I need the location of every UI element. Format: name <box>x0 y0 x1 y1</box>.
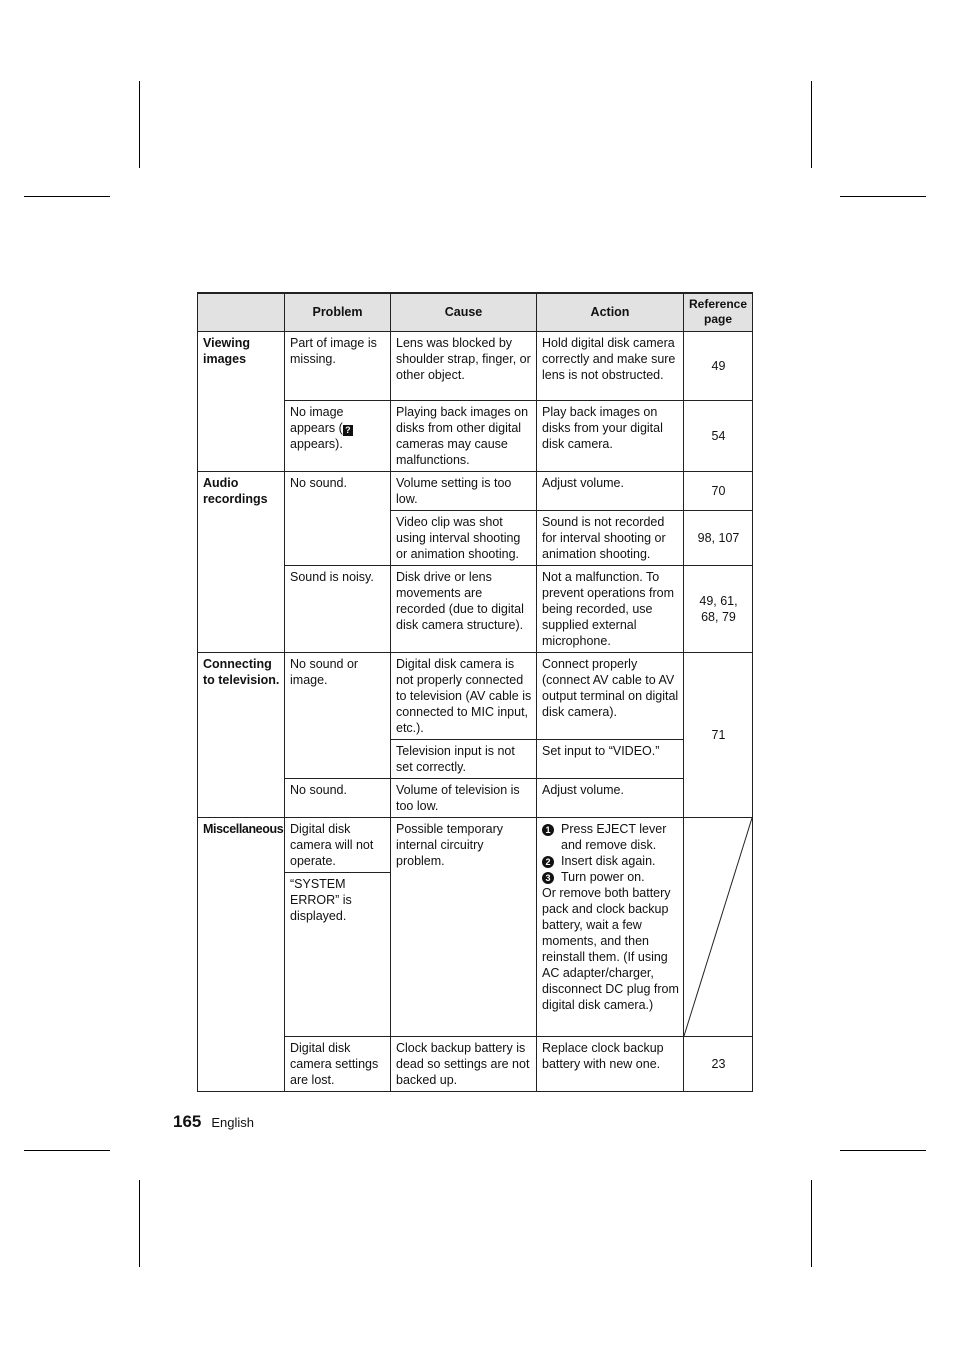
reference-cell: 71 <box>684 652 753 817</box>
action-cell <box>537 817 684 1036</box>
action-cell: Not a malfunction. To prevent operations from being recorded, use supplied external microphone. <box>537 565 684 652</box>
language-label: English <box>211 1115 255 1130</box>
crop-mark <box>811 81 812 168</box>
header-action: Action <box>537 293 684 331</box>
step-number-icon: 1 <box>542 824 554 836</box>
step-text: Insert disk again. <box>561 853 656 868</box>
cause-cell: Volume of television is too low. <box>391 778 537 817</box>
action-cell: Connect properly (connect AV cable to AV output terminal on digital disk camera). <box>537 652 684 739</box>
crop-mark <box>24 196 110 197</box>
header-reference: Reference page <box>684 293 753 331</box>
reference-cell: 54 <box>684 400 753 471</box>
problem-cell: Part of image is missing. <box>285 331 391 400</box>
cause-cell: Digital disk camera is not properly connected to television (AV cable is connected to MIC input, etc.). <box>391 652 537 739</box>
reference-cell-empty <box>684 817 753 1036</box>
reference-cell: 49 <box>684 331 753 400</box>
page-footer <box>173 1112 254 1132</box>
category-audio-recordings: Audio recordings <box>198 471 285 652</box>
problem-cell: “SYSTEM ERROR” is displayed. <box>285 872 391 1036</box>
table-row <box>198 331 753 400</box>
cause-cell: Video clip was shot using interval shooting or animation shooting. <box>391 510 537 565</box>
question-mark-icon: ? <box>343 425 353 436</box>
problem-cell <box>285 400 391 471</box>
reference-cell: 49, 61, 68, 79 <box>684 565 753 652</box>
cause-cell: Playing back images on disks from other digital cameras may cause malfunctions. <box>391 400 537 471</box>
crop-mark <box>840 1150 926 1151</box>
problem-cell: No sound or image. <box>285 652 391 778</box>
cause-cell: Lens was blocked by shoulder strap, finger, or other object. <box>391 331 537 400</box>
reference-cell: 98, 107 <box>684 510 753 565</box>
problem-cell: No sound. <box>285 778 391 817</box>
category-miscellaneous: Miscellaneous <box>198 817 285 1091</box>
cause-cell: Disk drive or lens movements are recorded (due to digital disk camera structure). <box>391 565 537 652</box>
action-cell: Hold digital disk camera correctly and make sure lens is not obstructed. <box>537 331 684 400</box>
action-step <box>542 853 679 869</box>
header-problem: Problem <box>285 293 391 331</box>
action-cell: Set input to “VIDEO.” <box>537 739 684 778</box>
action-cell: Play back images on disks from your digital disk camera. <box>537 400 684 471</box>
cause-cell: Clock backup battery is dead so settings are not backed up. <box>391 1036 537 1091</box>
action-more-text: Or remove both battery pack and clock backup battery, wait a few moments, and then reinstall them. (If using AC adapter/charger, disconnect DC plug from digital disk camera.) <box>542 885 679 1012</box>
problem-cell: Digital disk camera will not operate. <box>285 817 391 872</box>
action-step <box>542 821 679 853</box>
table-header-row <box>198 293 753 331</box>
category-viewing-images: Viewing images <box>198 331 285 471</box>
diagonal-slash <box>684 818 752 1036</box>
problem-cell: No sound. <box>285 471 391 565</box>
crop-mark <box>139 81 140 168</box>
category-connecting-to-television: Connecting to television. <box>198 652 285 817</box>
crop-mark <box>840 196 926 197</box>
reference-cell: 23 <box>684 1036 753 1091</box>
cause-cell: Possible temporary internal circuitry problem. <box>391 817 537 1036</box>
page-number: 165 <box>173 1112 202 1131</box>
problem-cell: Sound is noisy. <box>285 565 391 652</box>
cause-cell: Television input is not set correctly. <box>391 739 537 778</box>
troubleshooting-table <box>197 292 753 1092</box>
cause-cell: Volume setting is too low. <box>391 471 537 510</box>
step-text: Turn power on. <box>561 869 645 884</box>
reference-cell: 70 <box>684 471 753 510</box>
table-row <box>198 817 753 872</box>
problem-text: appears). <box>290 436 343 451</box>
table-row <box>198 471 753 510</box>
header-category <box>198 293 285 331</box>
header-cause: Cause <box>391 293 537 331</box>
step-number-icon: 3 <box>542 872 554 884</box>
step-text: Press EJECT lever and remove disk. <box>561 821 667 852</box>
crop-mark <box>24 1150 110 1151</box>
step-number-icon: 2 <box>542 856 554 868</box>
action-step <box>542 869 679 885</box>
problem-text: No image appears ( <box>290 404 344 435</box>
crop-mark <box>811 1180 812 1267</box>
crop-mark <box>139 1180 140 1267</box>
action-cell: Adjust volume. <box>537 778 684 817</box>
action-cell: Replace clock backup battery with new one. <box>537 1036 684 1091</box>
action-cell: Adjust volume. <box>537 471 684 510</box>
action-cell: Sound is not recorded for interval shooting or animation shooting. <box>537 510 684 565</box>
problem-cell: Digital disk camera settings are lost. <box>285 1036 391 1091</box>
table-row <box>198 652 753 739</box>
